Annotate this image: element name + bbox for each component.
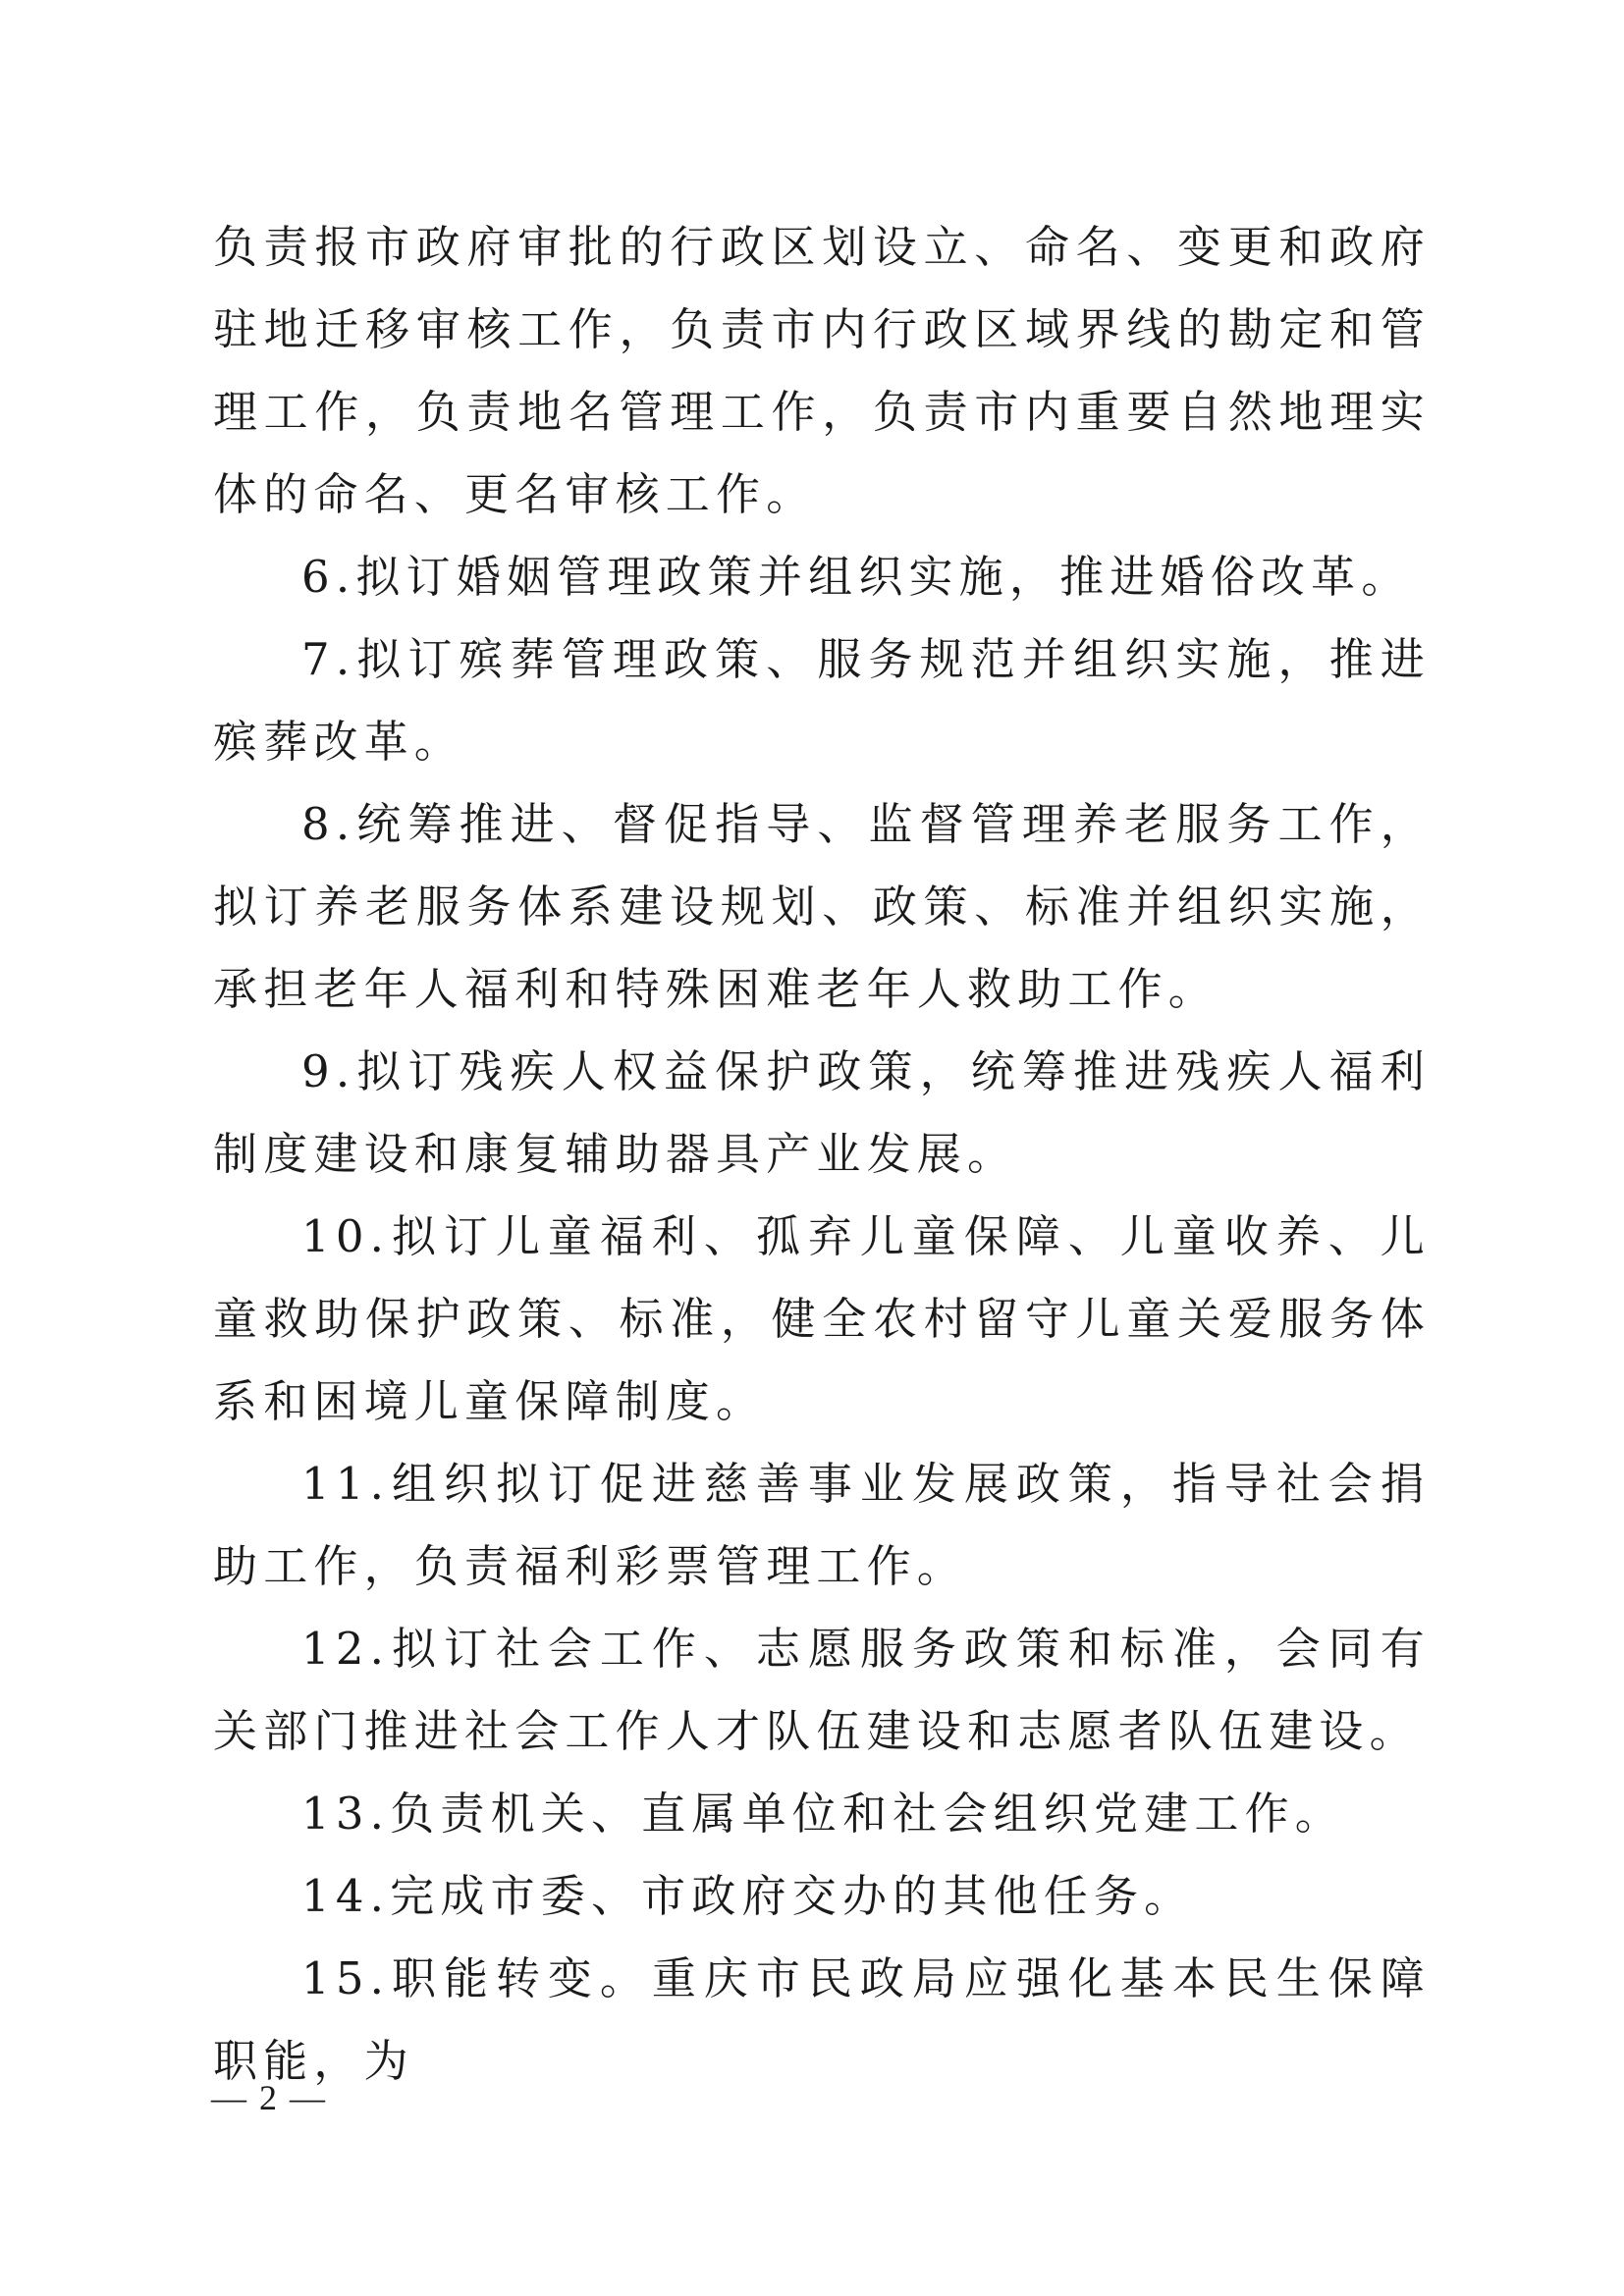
paragraph-1: 负责报市政府审批的行政区划设立、命名、变更和政府驻地迁移审核工作，负责市内行政区域界线的勘定和管理工作，负责地名管理工作，负责市内重要自然地理实体的命名、更名审核工作。 bbox=[213, 221, 1431, 520]
paragraph-3: 7.拟订殡葬管理政策、服务规范并组织实施，推进殡葬改革。 bbox=[213, 633, 1431, 768]
paragraph-9: 13.负责机关、直属单位和社会组织党建工作。 bbox=[301, 1788, 1345, 1840]
page-number: — 2 — bbox=[211, 2078, 327, 2117]
paragraph-4: 8.统筹推进、督促指导、监督管理养老服务工作，拟订养老服务体系建设规划、政策、标准并组织实施，承担老年人福利和特殊困难老年人救助工作。 bbox=[213, 798, 1431, 1015]
paragraph-5: 9.拟订残疾人权益保护政策，统筹推进残疾人福利制度建设和康复辅助器具产业发展。 bbox=[213, 1045, 1431, 1180]
paragraph-11: 15.职能转变。重庆市民政局应强化基本民生保障职能，为 bbox=[213, 1952, 1431, 2087]
paragraph-10: 14.完成市委、市政府交办的其他任务。 bbox=[301, 1870, 1195, 1922]
paragraph-2: 6.拟订婚姻管理政策并组织实施，推进婚俗改革。 bbox=[301, 551, 1412, 603]
paragraph-6: 10.拟订儿童福利、孤弃儿童保障、儿童收养、儿童救助保护政策、标准，健全农村留守儿童关爱服务体系和困境儿童保障制度。 bbox=[213, 1210, 1431, 1427]
paragraph-7: 11.组织拟订促进慈善事业发展政策，指导社会捐助工作，负责福利彩票管理工作。 bbox=[213, 1458, 1431, 1592]
paragraph-8: 12.拟订社会工作、志愿服务政策和标准，会同有关部门推进社会工作人才队伍建设和志愿者队伍建设。 bbox=[213, 1623, 1431, 1757]
document-body bbox=[213, 206, 1431, 2103]
